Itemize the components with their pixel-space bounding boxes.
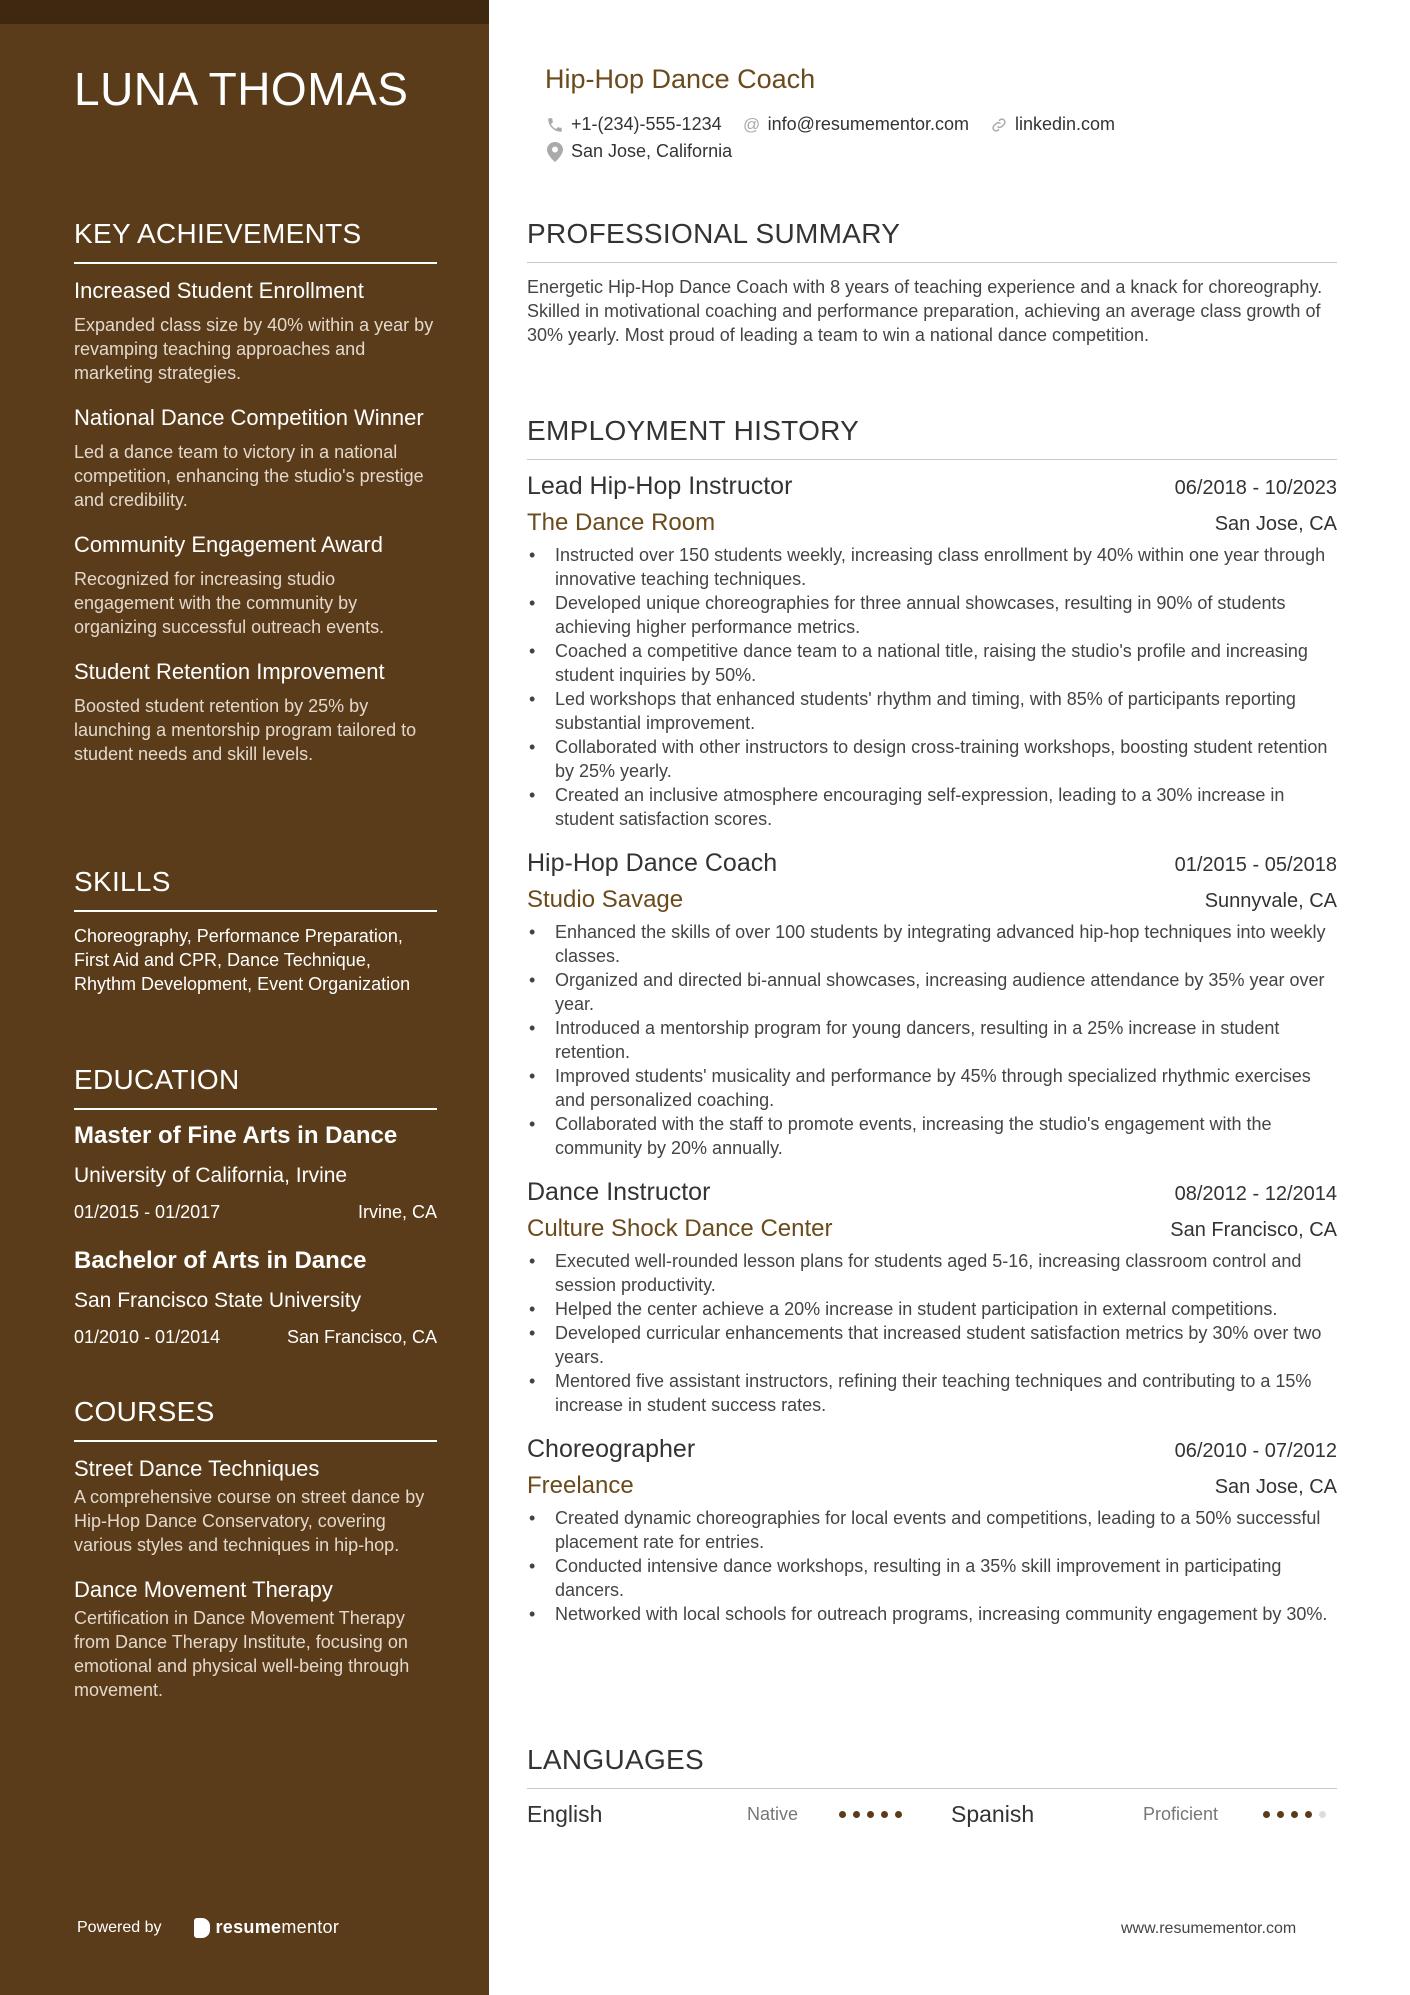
course-desc: Certification in Dance Movement Therapy from Dance Therapy Institute, focusing on emotional and physical well-being through movement.: [74, 1608, 410, 1700]
job-bullet: • Led workshops that enhanced students' rhythm and timing, with 85% of participants reporting substantial improvement.: [527, 687, 1337, 735]
achievement-title: Increased Student Enrollment: [74, 278, 364, 303]
rating-dot: [839, 1811, 846, 1818]
job-location: San Jose, CA: [1214, 1476, 1337, 1498]
job-bullet: • Developed curricular enhancements that increased student satisfaction metrics by 30% over two years.: [527, 1321, 1337, 1369]
courses-section: [74, 1396, 437, 1720]
skills-heading: SKILLS: [74, 866, 437, 912]
job-bullet: • Improved students' musicality and performance by 45% through specialized rhythmic exercises and personalized coaching.: [527, 1064, 1337, 1112]
job-company: Culture Shock Dance Center: [527, 1215, 833, 1242]
linkedin-text: linkedin.com: [1014, 114, 1116, 134]
job-bullet: • Developed unique choreographies for three annual showcases, resulting in 90% of students achieving higher performance metrics.: [527, 591, 1337, 639]
job-bullet: • Created dynamic choreographies for local events and competitions, leading to a 50% successful placement rate for entries.: [527, 1506, 1337, 1554]
job-entry: [527, 849, 1337, 1160]
contact-linkedin[interactable]: [989, 114, 1115, 135]
job-bullet: • Helped the center achieve a 20% increase in student participation in external competitions.: [527, 1297, 1337, 1321]
languages-heading: LANGUAGES: [527, 1744, 1337, 1789]
course-item: [74, 1575, 437, 1702]
employment-heading: EMPLOYMENT HISTORY: [527, 415, 1337, 460]
powered-by-label: Powered by: [77, 1918, 162, 1936]
course-desc: A comprehensive course on street dance by Hip-Hop Dance Conservatory, covering various styles and techniques in hip-hop.: [74, 1487, 425, 1555]
footer-url[interactable]: www.resumementor.com: [1121, 1920, 1297, 1937]
language-level: Proficient: [1143, 1804, 1219, 1824]
summary-heading: PROFESSIONAL SUMMARY: [527, 218, 1337, 263]
achievement-desc: Boosted student retention by 25% by launching a mentorship program tailored to student needs and skill levels.: [74, 696, 417, 764]
job-bullets: [527, 920, 1337, 1160]
job-company: Studio Savage: [527, 886, 684, 913]
link-icon: [989, 115, 1009, 135]
rating-dot: [867, 1811, 874, 1818]
achievement-desc: Led a dance team to victory in a national competition, enhancing the studio's prestige and credibility.: [74, 442, 424, 510]
target-job-title: Hip-Hop Dance Coach: [545, 64, 816, 94]
achievement-item: [74, 403, 437, 512]
job-bullet: • Mentored five assistant instructors, refining their teaching techniques and contributing to a 15% increase in student success rates.: [527, 1369, 1337, 1417]
rating-dot: [881, 1811, 888, 1818]
course-item: [74, 1454, 437, 1557]
achievement-title: Student Retention Improvement: [74, 659, 385, 684]
job-dates: 06/2018 - 10/2023: [1174, 477, 1337, 499]
job-location: San Jose, CA: [1214, 513, 1337, 535]
job-role: Dance Instructor: [527, 1178, 711, 1206]
job-bullet: • Created an inclusive atmosphere encouraging self-expression, leading to a 30% increase in student satisfaction scores.: [527, 783, 1337, 831]
location-text: San Jose, California: [571, 141, 733, 161]
brand-bold: resume: [215, 1917, 282, 1937]
achievement-desc: Recognized for increasing studio engagement with the community by organizing successful outreach events.: [74, 569, 385, 637]
email-text: info@resumementor.com: [767, 114, 969, 134]
candidate-name: LUNA THOMAS: [74, 63, 409, 115]
brand-logo[interactable]: [194, 1917, 340, 1938]
rating-dot: [1263, 1811, 1270, 1818]
job-role: Hip-Hop Dance Coach: [527, 849, 778, 877]
achievement-item: [74, 657, 437, 766]
rating-dot: [1291, 1811, 1298, 1818]
education-school: San Francisco State University: [74, 1289, 362, 1312]
skills-section: [74, 866, 437, 996]
sidebar: [0, 0, 489, 1995]
course-title: Street Dance Techniques: [74, 1456, 320, 1481]
location-pin-icon: [545, 142, 565, 162]
job-entry: [527, 1435, 1337, 1626]
rating-dot: [1277, 1811, 1284, 1818]
education-item: [74, 1247, 437, 1348]
job-entry: [527, 1178, 1337, 1417]
language-rating: [839, 1811, 951, 1818]
skills-list: Choreography, Performance Preparation, First Aid and CPR, Dance Technique, Rhythm Development, Event Organization: [74, 926, 411, 994]
rating-dot: [1319, 1811, 1326, 1818]
education-heading: EDUCATION: [74, 1064, 437, 1110]
rating-dot: [853, 1811, 860, 1818]
languages-row: [527, 1801, 1337, 1828]
education-item: [74, 1122, 437, 1223]
job-bullet: • Introduced a mentorship program for young dancers, resulting in a 25% increase in student retention.: [527, 1016, 1337, 1064]
sidebar-top-band: [0, 0, 489, 24]
rating-dot: [895, 1811, 902, 1818]
education-degree: Bachelor of Arts in Dance: [74, 1247, 367, 1274]
job-bullet: • Collaborated with other instructors to design cross-training workshops, boosting student retention by 25% yearly.: [527, 735, 1337, 783]
job-bullet: • Coached a competitive dance team to a national title, raising the studio's profile and increasing student inquiries by 50%.: [527, 639, 1337, 687]
job-bullets: [527, 543, 1337, 831]
achievement-title: Community Engagement Award: [74, 532, 383, 557]
job-bullets: [527, 1249, 1337, 1417]
at-icon: @: [742, 114, 761, 134]
rating-dot: [1305, 1811, 1312, 1818]
contact-location-row: [545, 141, 752, 162]
education-location: Irvine, CA: [357, 1202, 437, 1222]
language-name: English: [527, 1801, 603, 1827]
job-bullets: [527, 1506, 1337, 1626]
summary-section: [527, 218, 1337, 347]
brand-mark-icon: [194, 1918, 210, 1938]
achievements-section: [74, 218, 437, 784]
contact-location: [545, 141, 732, 162]
job-role: Lead Hip-Hop Instructor: [527, 472, 793, 500]
education-dates: 01/2015 - 01/2017: [74, 1202, 221, 1222]
education-dates: 01/2010 - 01/2014: [74, 1327, 221, 1347]
powered-by: [77, 1917, 339, 1938]
language-level: Native: [747, 1804, 799, 1824]
phone-text: +1-(234)-555-1234: [571, 114, 722, 134]
education-school: University of California, Irvine: [74, 1164, 348, 1187]
course-title: Dance Movement Therapy: [74, 1577, 333, 1602]
education-degree: Master of Fine Arts in Dance: [74, 1122, 398, 1149]
job-dates: 06/2010 - 07/2012: [1174, 1440, 1337, 1462]
job-company: The Dance Room: [527, 509, 716, 536]
achievement-title: National Dance Competition Winner: [74, 405, 424, 430]
job-bullet: • Conducted intensive dance workshops, resulting in a 35% skill improvement in participating dancers.: [527, 1554, 1337, 1602]
achievement-item: [74, 530, 437, 639]
summary-text: Energetic Hip-Hop Dance Coach with 8 years of teaching experience and a knack for choreography. Skilled in motivational coaching and performance preparation, achieving an average class growth of 30% yearly. Most proud of leading a team to win a national dance competition.: [527, 277, 1323, 345]
contact-email[interactable]: [742, 114, 969, 135]
courses-heading: COURSES: [74, 1396, 437, 1442]
contact-phone[interactable]: [545, 114, 722, 135]
job-bullet: • Collaborated with the staff to promote events, increasing the studio's engagement with the community by 20% annually.: [527, 1112, 1337, 1160]
job-bullet: • Enhanced the skills of over 100 students by integrating advanced hip-hop techniques into weekly classes.: [527, 920, 1337, 968]
job-location: Sunnyvale, CA: [1204, 890, 1337, 912]
education-section: [74, 1064, 437, 1372]
job-bullet: • Networked with local schools for outreach programs, increasing community engagement by 30%.: [527, 1602, 1337, 1626]
job-dates: 01/2015 - 05/2018: [1174, 854, 1337, 876]
achievement-item: [74, 276, 437, 385]
language-name: Spanish: [951, 1801, 1035, 1827]
job-bullet: • Executed well-rounded lesson plans for students aged 5-16, increasing classroom control and session productivity.: [527, 1249, 1337, 1297]
job-dates: 08/2012 - 12/2014: [1174, 1183, 1337, 1205]
language-rating: [1263, 1811, 1333, 1818]
achievements-heading: KEY ACHIEVEMENTS: [74, 218, 437, 264]
brand-light: mentor: [281, 1917, 340, 1937]
job-bullet: • Instructed over 150 students weekly, increasing class enrollment by 40% within one year through innovative teaching techniques.: [527, 543, 1337, 591]
job-company: Freelance: [527, 1472, 634, 1499]
employment-section: [527, 415, 1337, 1626]
education-location: San Francisco, CA: [286, 1327, 437, 1347]
phone-icon: [545, 115, 565, 135]
job-bullet: • Organized and directed bi-annual showcases, increasing audience attendance by 35% year over year.: [527, 968, 1337, 1016]
job-entry: [527, 472, 1337, 831]
languages-section: [527, 1744, 1337, 1828]
job-role: Choreographer: [527, 1435, 696, 1463]
job-location: San Francisco, CA: [1170, 1219, 1337, 1241]
contact-row: [545, 114, 1135, 135]
achievement-desc: Expanded class size by 40% within a year by revamping teaching approaches and marketing strategies.: [74, 315, 434, 383]
